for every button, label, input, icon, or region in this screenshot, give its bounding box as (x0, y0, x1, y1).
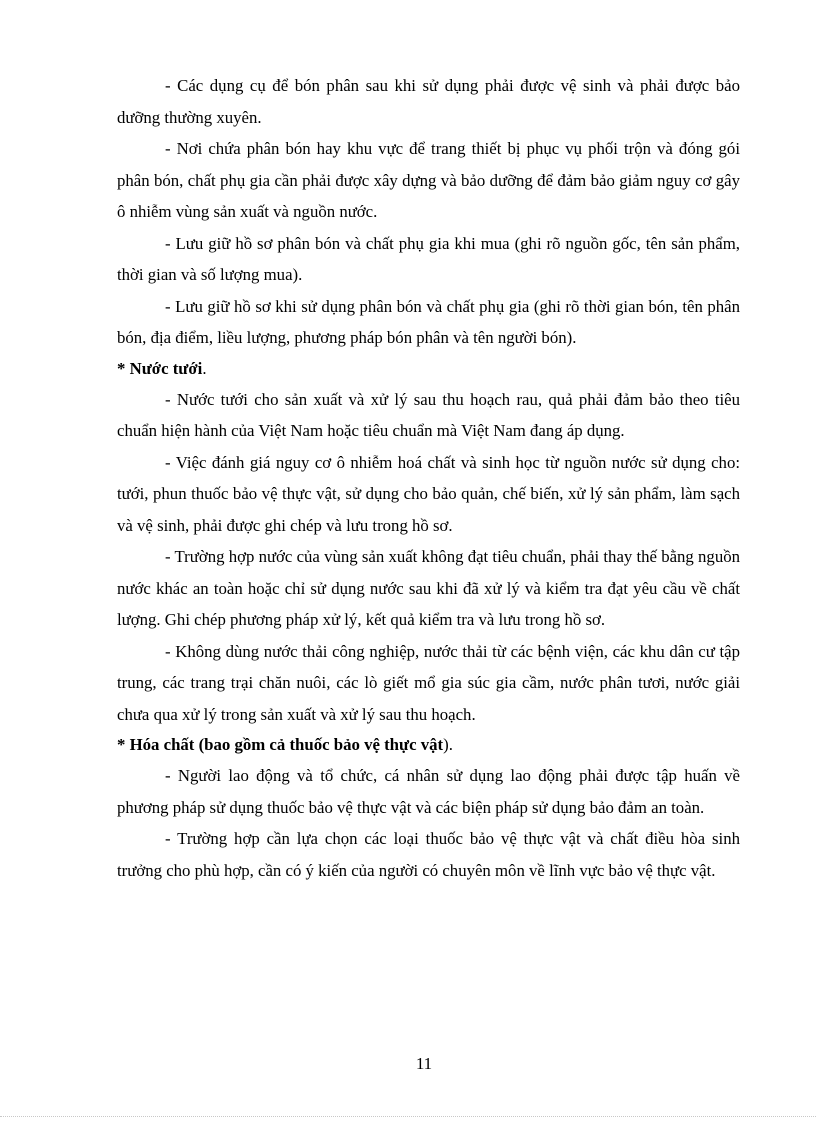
heading-text: Nước tưới (129, 358, 203, 378)
page-number: 11 (415, 1054, 433, 1073)
heading-star: * (117, 358, 130, 378)
heading-star: * (117, 735, 130, 754)
paragraph: - Lưu giữ hồ sơ phân bón và chất phụ gia khi mua (ghi rõ nguồn gốc, tên sản phẩm, thời gian và số lượng mua). (117, 233, 740, 284)
section-heading-chemicals (117, 730, 740, 760)
paragraph: - Nước tưới cho sản xuất và xử lý sau thu hoạch rau, quả phải đảm bảo theo tiêu chuẩn hiện hành của Việt Nam hoặc tiêu chuẩn mà Việt Nam đang áp dụng. (117, 389, 740, 440)
heading-tail: ). (443, 735, 453, 754)
paragraph: - Việc đánh giá nguy cơ ô nhiễm hoá chất và sinh học từ nguồn nước sử dụng cho: tưới, phun thuốc bảo vệ thực vật, sử dụng cho bảo quản, chế biến, xử lý sản phẩm, làm sạch và vệ sinh, phải được ghi chép và lưu trong hồ sơ. (117, 452, 740, 535)
page-bottom-divider (0, 1116, 816, 1117)
paragraph: - Trường hợp cần lựa chọn các loại thuốc bảo vệ thực vật và chất điều hòa sinh trưởng cho phù hợp, cần có ý kiến của người có chuyên môn về lĩnh vực bảo vệ thực vật. (117, 829, 740, 880)
heading-tail: . (202, 358, 207, 378)
paragraph: - Không dùng nước thải công nghiệp, nước thải từ các bệnh viện, các khu dân cư tập trung, các trang trại chăn nuôi, các lò giết mổ gia súc gia cầm, nước phân tươi, nước giải chưa qua xử lý trong sản xuất và xử lý sau thu hoạch. (117, 641, 740, 724)
paragraph: - Các dụng cụ để bón phân sau khi sử dụng phải được vệ sinh và phải được bảo dưỡng thường xuyên. (117, 76, 740, 127)
paragraph: - Người lao động và tổ chức, cá nhân sử dụng lao động phải được tập huấn về phương pháp sử dụng thuốc bảo vệ thực vật và các biện pháp sử dụng bảo đảm an toàn. (117, 766, 740, 817)
heading-text: Hóa chất (bao gồm cả thuốc bảo vệ thực vật (129, 735, 444, 754)
paragraph: - Nơi chứa phân bón hay khu vực để trang thiết bị phục vụ phối trộn và đóng gói phân bón, chất phụ gia cần phải được xây dựng và bảo dưỡng để đảm bảo giảm nguy cơ gây ô nhiễm vùng sản xuất và nguồn nước. (117, 139, 740, 221)
paragraph: - Trường hợp nước của vùng sản xuất không đạt tiêu chuẩn, phải thay thế bằng nguồn nước khác an toàn hoặc chỉ sử dụng nước sau khi đã xử lý và kiểm tra đạt yêu cầu về chất lượng. Ghi chép phương pháp xử lý, kết quả kiểm tra và lưu trong hồ sơ. (117, 547, 740, 629)
document-body (117, 70, 740, 886)
paragraph: - Lưu giữ hồ sơ khi sử dụng phân bón và chất phụ gia (ghi rõ thời gian bón, tên phân bón, địa điểm, liều lượng, phương pháp bón phân và tên người bón). (117, 296, 740, 347)
section-heading-irrigation-water (117, 354, 740, 384)
